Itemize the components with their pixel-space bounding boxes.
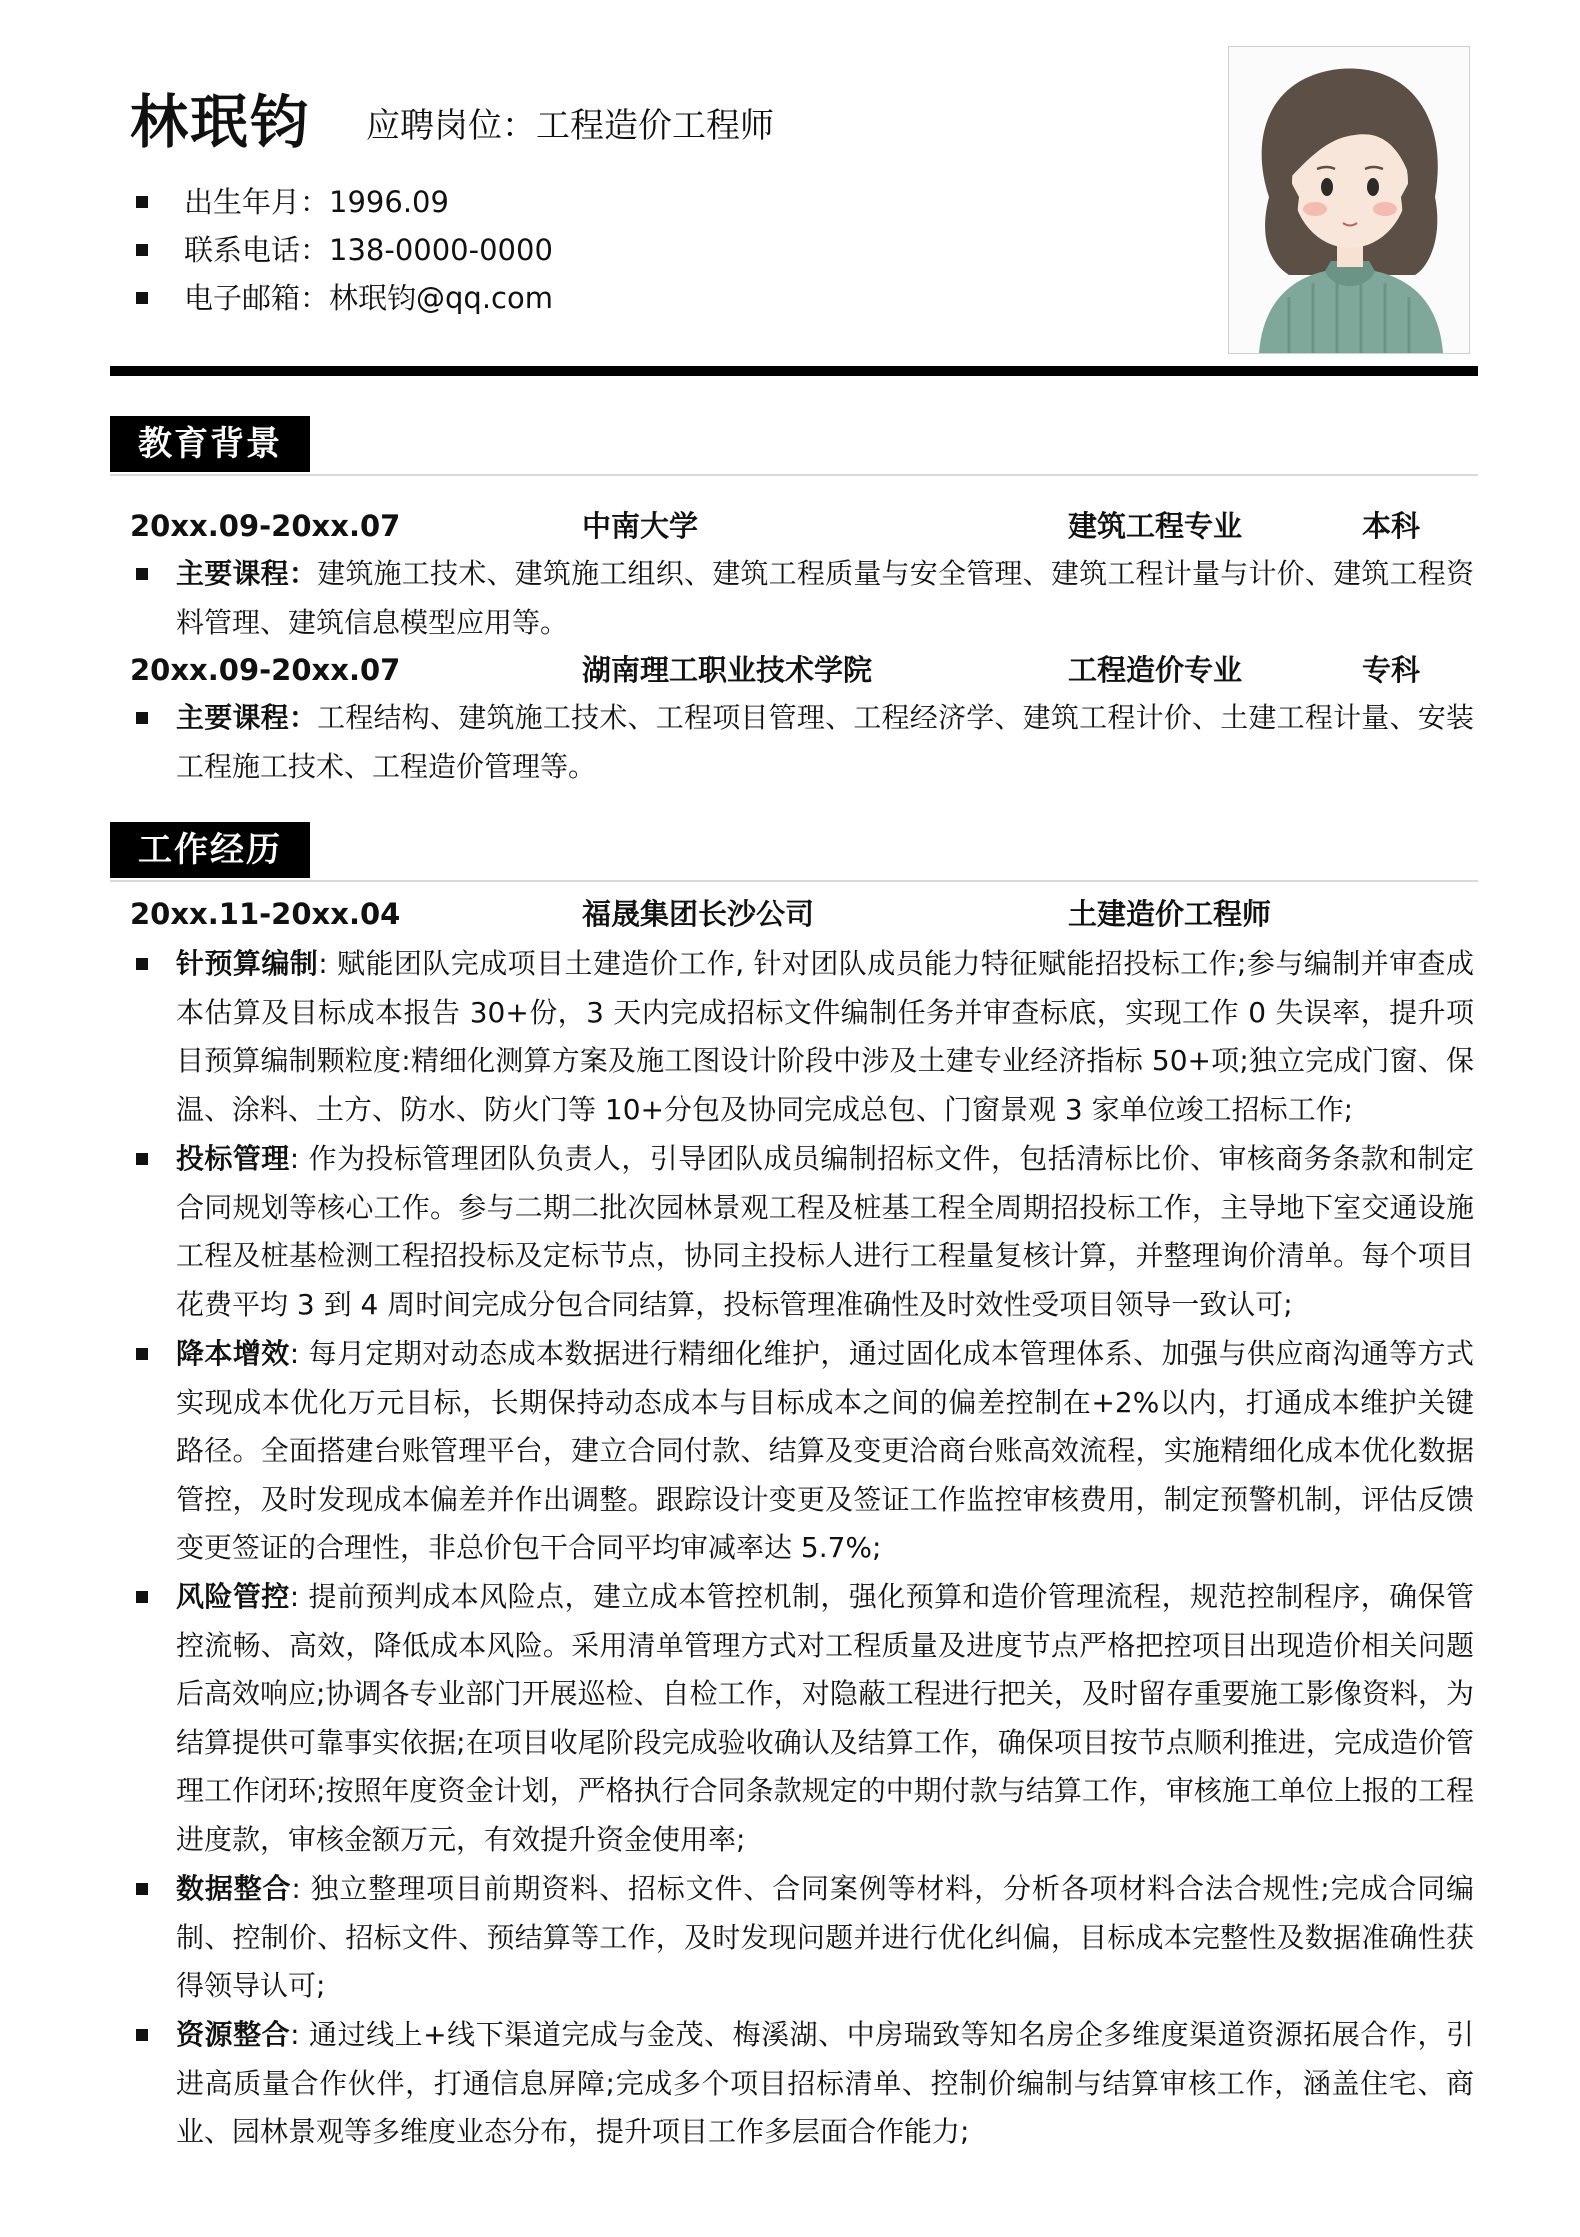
course-key: 主要课程：	[176, 701, 318, 734]
edu-period: 20xx.09-20xx.07	[130, 653, 401, 687]
education-entry-row	[130, 502, 1470, 550]
course-key: 主要课程：	[176, 557, 318, 590]
info-value: 林珉钧@qq.com	[329, 281, 553, 315]
bullet-square-icon	[136, 1591, 148, 1603]
edu-period: 20xx.09-20xx.07	[130, 509, 401, 543]
candidate-name: 林珉钧	[130, 88, 311, 156]
work-item-key: 风险管控	[176, 1580, 290, 1613]
info-label: 电子邮箱：	[184, 281, 330, 315]
work-item-cost-reduction	[130, 1330, 1474, 1574]
work-position: 土建造价工程师	[1068, 897, 1272, 931]
work-item-text: : 通过线上+线下渠道完成与金茂、梅溪湖、中房瑞致等知名房企多维度渠道资源拓展合作，引进高质量合作伙伴，打通信息屏障;完成多个项目招标清单、控制价编制与结算审核工作，涵盖住宅、商业、园林景观等多维度业态分布，提升项目工作多层面合作能力;	[176, 2018, 1474, 2149]
bullet-square-icon	[136, 568, 148, 580]
work-item-key: 资源整合	[176, 2018, 291, 2051]
bullet-square-icon	[136, 958, 148, 970]
work-item-text: : 作为投标管理团队负责人，引导团队成员编制招标文件，包括清标比价、审核商务条款和制定合同规划等核心工作。参与二期二批次园林景观工程及桩基工程全周期招投标工作，主导地下室交通设施工程及桩基检测工程招投标及定标节点，协同主投标人进行工程量复核计算，并整理询价清单。每个项目花费平均 3 到 4 周时间完成分包合同结算，投标管理准确性及时效性受项目领导一致认可;	[176, 1142, 1474, 1321]
bullet-square-icon	[136, 196, 148, 208]
work-item-text: : 独立整理项目前期资料、招标文件、合同案例等材料，分析各项材料合法合规性;完成合同编制、控制价、招标文件、预结算等工作，及时发现问题并进行优化纠偏，目标成本完整性及数据准确性获得领导认可;	[176, 1872, 1474, 2003]
edu-school: 湖南理工职业技术学院	[582, 653, 873, 687]
bullet-square-icon	[136, 1348, 148, 1360]
info-item-email	[130, 274, 553, 322]
job-title: 应聘岗位：工程造价工程师	[366, 106, 774, 146]
work-item-key: 数据整合	[176, 1872, 292, 1905]
section-underline	[110, 880, 1478, 882]
avatar-illustration-icon	[1229, 47, 1469, 353]
header-divider	[110, 366, 1478, 376]
edu-degree: 专科	[1362, 653, 1421, 687]
work-item-data-integration	[130, 1865, 1474, 2011]
work-item-key: 投标管理	[176, 1142, 290, 1175]
edu-degree: 本科	[1362, 509, 1421, 543]
section-education-header	[110, 416, 1478, 472]
bullet-square-icon	[136, 292, 148, 304]
work-item-text: : 提前预判成本风险点，建立成本管控机制，强化预算和造价管理流程，规范控制程序，确保管控流畅、高效，降低成本风险。采用清单管理方式对工程质量及进度节点严格把控项目出现造价相关问题后高效响应;协调各专业部门开展巡检、自检工作，对隐蔽工程进行把关，及时留存重要施工影像资料，为结算提供可靠事实依据;在项目收尾阶段完成验收确认及结算工作，确保项目按节点顺利推进，完成造价管理工作闭环;按照年度资金计划，严格执行合同条款规定的中期付款与结算工作，审核施工单位上报的工程进度款，审核金额万元，有效提升资金使用率;	[176, 1580, 1474, 1856]
info-label: 出生年月：	[184, 185, 330, 219]
info-value: 138-0000-0000	[329, 233, 553, 267]
course-text: 工程结构、建筑施工技术、工程项目管理、工程经济学、建筑工程计价、土建工程计量、安装工程施工技术、工程造价管理等。	[176, 701, 1474, 783]
section-work-header	[110, 822, 1478, 878]
profile-photo	[1228, 46, 1470, 354]
work-item-text: : 赋能团队完成项目土建造价工作, 针对团队成员能力特征赋能招投标工作;参与编制并审查成本估算及目标成本报告 30+份，3 天内完成招标文件编制任务并审查标底，实现工作 0 失误率，提升项目预算编制颗粒度:精细化测算方案及施工图设计阶段中涉及土建专业经济指标 50+项;独立完成门窗、保温、涂料、土方、防水、防火门等 10+分包及协同完成总包、门窗景观 3 家单位竣工招标工作;	[176, 947, 1474, 1126]
work-period: 20xx.11-20xx.04	[130, 897, 401, 931]
work-item-text: : 每月定期对动态成本数据进行精细化维护，通过固化成本管理体系、加强与供应商沟通等方式实现成本优化万元目标，长期保持动态成本与目标成本之间的偏差控制在+2%以内，打通成本维护关键路径。全面搭建台账管理平台，建立合同付款、结算及变更洽商台账高效流程，实施精细化成本优化数据管控，及时发现成本偏差并作出调整。跟踪设计变更及签证工作监控审核费用，制定预警机制，评估反馈变更签证的合理性，非总价包干合同平均审减率达 5.7%;	[176, 1337, 1474, 1565]
edu-major: 建筑工程专业	[1068, 509, 1243, 543]
personal-info-list	[130, 178, 553, 322]
work-item-resource-integration	[130, 2011, 1474, 2157]
work-item-budget	[130, 940, 1474, 1136]
bullet-square-icon	[136, 712, 148, 724]
work-item-key: 针预算编制	[176, 947, 319, 980]
bullet-square-icon	[136, 1153, 148, 1165]
info-item-phone	[130, 226, 553, 274]
bullet-square-icon	[136, 2029, 148, 2041]
section-title: 教育背景	[110, 416, 310, 472]
education-courses	[130, 550, 1474, 648]
education-entry-row	[130, 646, 1470, 694]
education-courses	[130, 694, 1474, 792]
work-company: 福晟集团长沙公司	[582, 897, 815, 931]
course-text: 建筑施工技术、建筑施工组织、建筑工程质量与安全管理、建筑工程计量与计价、建筑工程资料管理、建筑信息模型应用等。	[176, 557, 1474, 639]
info-label: 联系电话：	[184, 233, 330, 267]
edu-major: 工程造价专业	[1068, 653, 1243, 687]
section-underline	[110, 474, 1478, 476]
section-title: 工作经历	[110, 822, 310, 878]
edu-school: 中南大学	[582, 509, 699, 543]
bullet-square-icon	[136, 1883, 148, 1895]
work-entry-row	[130, 890, 1470, 938]
info-item-birth	[130, 178, 553, 226]
work-item-risk-control	[130, 1573, 1474, 1865]
work-item-key: 降本增效	[176, 1337, 290, 1370]
info-value: 1996.09	[329, 185, 449, 219]
bullet-square-icon	[136, 244, 148, 256]
